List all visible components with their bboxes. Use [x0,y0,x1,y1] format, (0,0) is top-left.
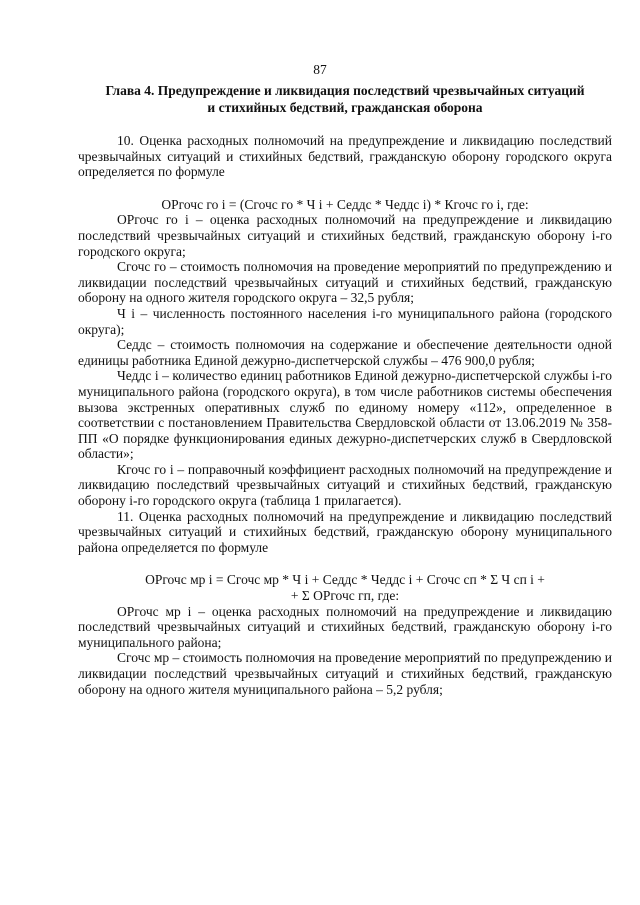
chapter-heading-line-1: Глава 4. Предупреждение и ликвидация последствий чрезвычайных ситуаций [105,83,585,98]
chapter-heading [78,83,612,116]
definition-k-gochs-go: Кгочс го i – поправочный коэффициент расходных полномочий на предупреждение и ликвидацию последствий чрезвычайных ситуаций и стихийных бедствий, гражданскую оборону i-го городского округа (таблица 1 прилагается). [78,461,612,509]
definition-s-gochs-go: Сгочс го – стоимость полномочия на проведение мероприятий по предупреждению и ликвидации последствий чрезвычайных ситуаций и стихийных бедствий, гражданскую оборону на одного жителя городского округа – 32,5 рубля; [78,259,612,306]
formula-gochs-go: ОРгочс го i = (Сгочс го * Ч i + Седдс * Чеддс i) * Кгочс го i, где: [161,196,529,212]
definition-or-gochs-go: ОРгочс го i – оценка расходных полномочий на предупреждение и ликвидацию последствий чрезвычайных ситуаций и стихийных бедствий, гражданскую оборону i-го городского округа; [78,212,612,259]
page-number: 87 [313,62,327,77]
definition-s-edds: Седдс – стоимость полномочия на содержание и обеспечение деятельности одной единицы работника Единой дежурно-диспетчерской службы – 476 900,0 рубля; [78,337,612,368]
definition-ch-i: Ч i – численность постоянного населения i-го муниципального района (городского округа); [78,305,612,337]
definition-s-gochs-mr: Сгочс мр – стоимость полномочия на проведение мероприятий по предупреждению и ликвидации последствий чрезвычайных ситуаций и стихийных бедствий, гражданскую оборону на одного жителя муниципального района – 5,2 рубля; [78,650,612,697]
formula-gochs-mr-line-1: ОРгочс мр i = Сгочс мр * Ч i + Седдс * Чеддс i + Сгочс сп * Σ Ч сп i + [145,572,545,588]
definition-or-gochs-mr: ОРгочс мр i – оценка расходных полномочий на предупреждение и ликвидацию последствий чрезвычайных ситуаций и стихийных бедствий, гражданскую оборону i-го муниципального района; [78,603,612,650]
document-body [78,133,612,697]
paragraph-10: 10. Оценка расходных полномочий на предупреждение и ликвидацию последствий чрезвычайных ситуаций и стихийных бедствий, гражданскую оборону городского округа определяется по формуле [78,133,612,180]
formula-gochs-mr-line-2: + Σ ОРгочс гп, где: [290,588,400,604]
paragraph-11: 11. Оценка расходных полномочий на предупреждение и ликвидацию последствий чрезвычайных ситуаций и стихийных бедствий, гражданскую оборону муниципального района определяется по формуле [78,508,612,555]
definition-ch-edds: Чеддс i – количество единиц работников Единой дежурно-диспетчерской службы i-го муниципального района (городского округа), в том числе работников системы обеспечения вызова экстренных оперативных служб по единому номеру «112», определенное в соответствии с постановлением Правительства Свердловской области от 13.06.2019 № 358-ПП «О порядке функционирования единых дежурно-диспетчерских служб в Свердловской области»; [78,368,612,462]
chapter-heading-line-2: и стихийных бедствий, гражданская оборона [207,99,483,115]
